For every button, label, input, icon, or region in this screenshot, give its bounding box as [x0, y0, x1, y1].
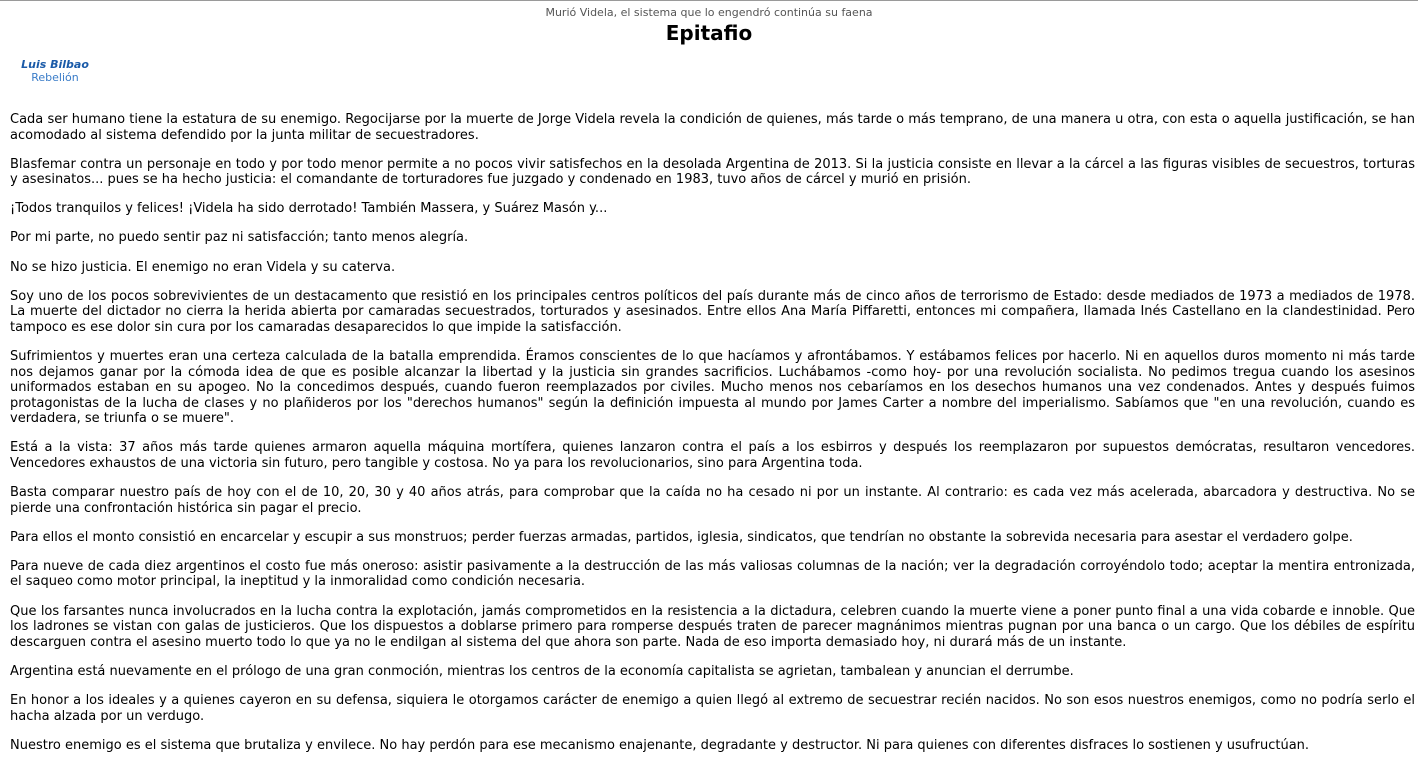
article-paragraph: En honor a los ideales y a quienes cayeron en su defensa, siquiera le otorgamos carácter de enemigo a quien llegó al extremo de secuestrar recién nacidos. No son esos nuestros enemigos, como no podría serlo el hacha alzada por un verdugo. [10, 692, 1415, 724]
article-paragraph: Por mi parte, no puedo sentir paz ni satisfacción; tanto menos alegría. [10, 230, 469, 246]
article-paragraph: Está a la vista: 37 años más tarde quienes armaron aquella máquina mortífera, quienes lanzaron contra el país a los esbirros y después los reemplazaron por supuestos demócratas, resultaron vencedores. Vencedores exhaustos de una victoria sin futuro, pero tangible y costosa. No ya para los revolucionarios, sino para Argentina toda. [10, 440, 1415, 471]
article-paragraph: Basta comparar nuestro país de hoy con el de 10, 20, 30 y 40 años atrás, para comprobar que la caída no ha cesado ni por un instante. Al contrario: es cada vez más acelerada, abarcadora y destructiva. No se pierde una confrontación histórica sin pagar el precio. [10, 485, 1415, 516]
article-paragraph: ¡Todos tranquilos y felices! ¡Videla ha sido derrotado! También Massera, y Suárez Masón y... [10, 201, 608, 217]
article-paragraph: Soy uno de los pocos sobrevivientes de un destacamento que resistió en los principales centros políticos del país durante más de cinco años de terrorismo de Estado: desde mediados de 1973 a mediados de 1978. La muerte del dictador no cierra la herida abierta por camaradas secuestrados, torturados y asesinados. Entre ellos Ana María Piffaretti, entonces mi compañera, llamada Inés Castellano en la clandestinidad. Pero tampoco es ese dolor sin cura por los camaradas desaparecidos lo que impide la satisfacción. [10, 288, 1415, 335]
article-title: Epitafio [665, 21, 753, 45]
article-paragraph: Cada ser humano tiene la estatura de su enemigo. Regocijarse por la muerte de Jorge Videla revela la condición de quienes, más tarde o más temprano, de una manera u otra, con esta o aquella justificación, se han acomodado al sistema defendido por la junta militar de secuestradores. [10, 112, 1415, 143]
article-paragraph: Argentina está nuevamente en el prólogo de una gran conmoción, mientras los centros de la economía capitalista se agrietan, tambalean y anuncian el derrumbe. [10, 663, 1074, 679]
byline [20, 58, 90, 84]
article-body [10, 112, 1415, 767]
article-header [0, 1, 1418, 45]
article-paragraph: Para nueve de cada diez argentinos el costo fue más oneroso: asistir pasivamente a la destrucción de las más valiosas columnas de la nación; ver la degradación corroyéndolo todo; aceptar la mentira entronizada, el saqueo como motor principal, la ineptitud y la inmoralidad como condición necesaria. [10, 558, 1415, 590]
article-paragraph: Para ellos el monto consistió en encarcelar y escupir a sus monstruos; perder fuerzas armadas, partidos, iglesia, sindicatos, que tendrían no obstante la sobrevida necesaria para asestar el verdadero golpe. [10, 529, 1353, 545]
source-name[interactable]: Rebelión [31, 71, 79, 84]
article-paragraph: Sufrimientos y muertes eran una certeza calculada de la batalla emprendida. Éramos conscientes de lo que hacíamos y afrontábamos. Y estábamos felices por hacerlo. Ni en aquellos duros momento ni más tarde nos dejamos ganar por la cómoda idea de que es posible alcanzar la libertad y la justicia sin grandes sacrificios. Luchábamos -como hoy- por una revolución socialista. No pedimos tregua cuando los asesinos uniformados estaban en su apogeo. No la concedimos después, cuando fueron reemplazados por civiles. Mucho menos nos cebaríamos en los desechos humanos una vez condenados. Antes y después fuimos protagonistas de la lucha de clases y no plañideros por los "derechos humanos" según la definición impuesta al mundo por James Carter a nombre del imperialismo. Sabíamos que "en una revolución, cuando es verdadera, se triunfa o se muere". [10, 348, 1415, 427]
article-paragraph: Nuestro enemigo es el sistema que brutaliza y envilece. No hay perdón para ese mecanismo enajenante, degradante y destructor. Ni para quienes con diferentes disfraces lo sostienen y usufructúan. [10, 737, 1310, 753]
article-paragraph: Que los farsantes nunca involucrados en la lucha contra la explotación, jamás comprometidos en la resistencia a la dictadura, celebren cuando la muerte viene a poner punto final a una vida cobarde e innoble. Que los ladrones se vistan con galas de justicieros. Que los dispuestos a doblarse primero para romperse después traten de parecer magnánimos mientras pugnan por una banca o un cargo. Que los débiles de espíritu descarguen contra el asesino muerto todo lo que ya no le endilgan al sistema del que ahora son parte. Nada de eso importa demasiado hoy, ni durará más de un instante. [10, 603, 1415, 650]
article-paragraph: Blasfemar contra un personaje en todo y por todo menor permite a no pocos vivir satisfechos en la desolada Argentina de 2013. Si la justicia consiste en llevar a la cárcel a las figuras visibles de secuestros, torturas y asesinatos... pues se ha hecho justicia: el comandante de torturadores fue juzgado y condenado en 1983, tuvo años de cárcel y murió en prisión. [10, 156, 1415, 188]
author-name[interactable]: Luis Bilbao [21, 58, 89, 71]
article-subtitle: Murió Videla, el sistema que lo engendró continúa su faena [545, 6, 873, 19]
article-paragraph: No se hizo justicia. El enemigo no eran Videla y su caterva. [10, 259, 396, 275]
